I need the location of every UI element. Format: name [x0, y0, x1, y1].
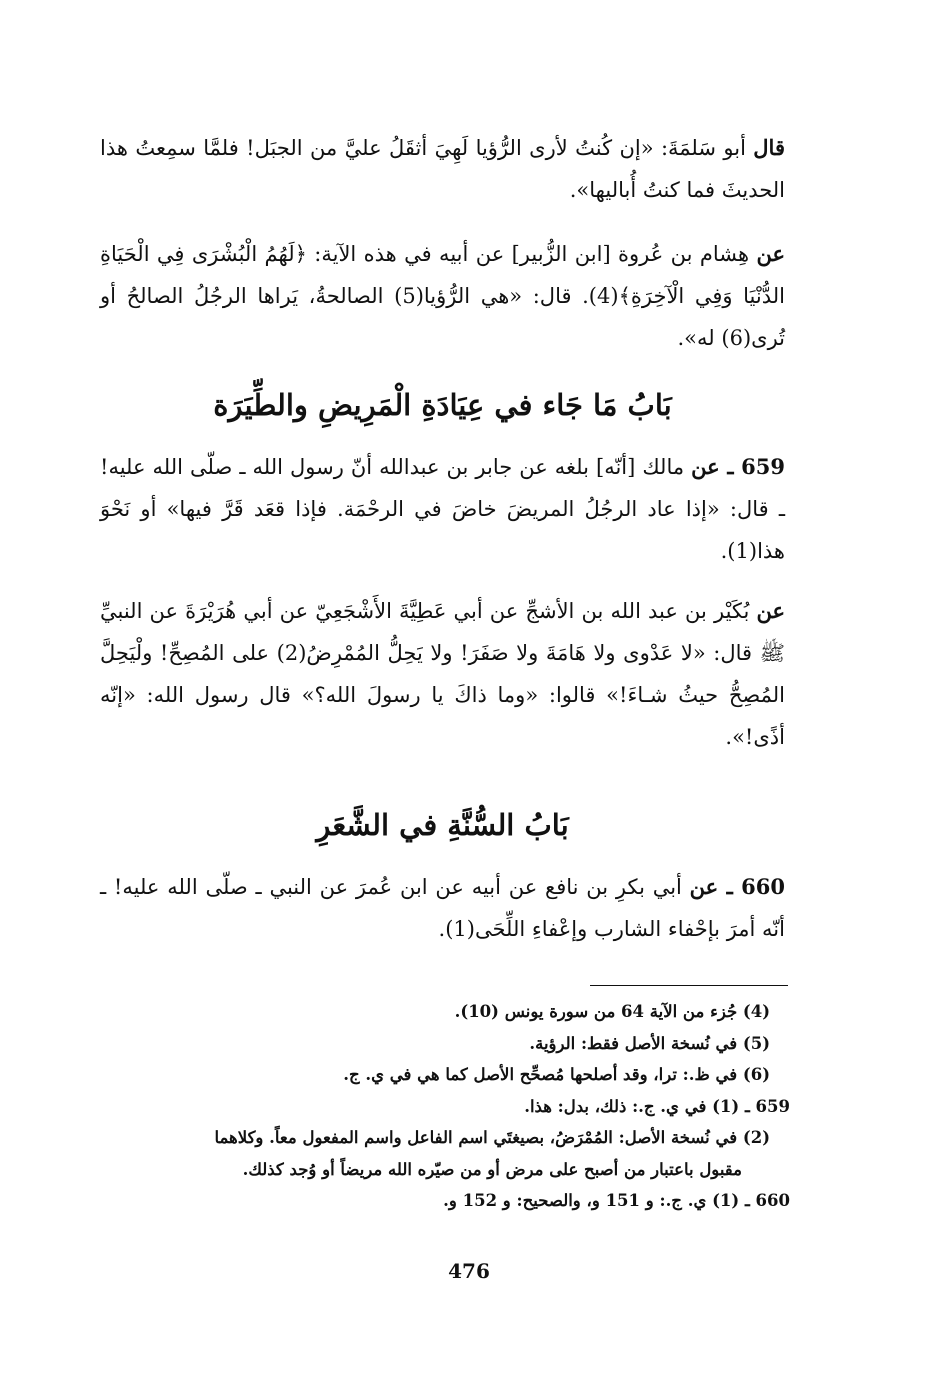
hadith-660	[100, 866, 785, 950]
paragraph-lead-word: قال	[753, 135, 785, 160]
footnote-5: (5) في نُسخة الأصل فقط: الرؤية.	[529, 1033, 770, 1053]
chapter-heading-hair-sunnah: بَابُ السُّنَّةِ في الشَّعَرِ	[316, 808, 569, 842]
hadith-number-lead: 659 ـ عن	[691, 454, 785, 479]
footnote-659-1: 659 ـ (1) في ي. ج.: ذلك، بدل: هذا.	[524, 1096, 790, 1116]
footnote-6: (6) في ظ.: ترا، وقد أصلحها مُصحِّح الأصل كما هي في ي. ج.	[343, 1065, 770, 1084]
chapter-heading-visiting-sick: بَابُ مَا جَاء في عِيَادَةِ الْمَرِيضِ والطِّيَرَة	[213, 388, 672, 422]
paragraph-bukayr	[100, 590, 785, 758]
footnote-659-2-continued: مقبول باعتبار من أصبح على مرض أو من صيّره الله مريضاً أو وُجد كذلك.	[242, 1159, 742, 1179]
paragraph-text: مالك [أنّه] بلغه عن جابر بن عبدالله أنّ رسول الله ـ صلّى الله عليه! ـ قال: «إذا عاد الرجُلُ المريضَ خاضَ في الرحْمَة. فإذا قعَد قَرَّ فيها» أو نَحْوَ هذا(1).	[100, 455, 785, 563]
footnotes	[100, 996, 790, 1217]
paragraph-hisham-ibn-urwa	[100, 233, 785, 359]
footnote-660-1: 660 ـ (1) ي. ج.: و 151 و، والصحيح: و 152 و.	[443, 1191, 790, 1210]
hadith-659	[100, 446, 785, 572]
paragraph-lead-word: عن	[756, 598, 785, 623]
paragraph-text: هِشام بن عُروة [ابن الزُّبير] عن أبيه في هذه الآية: ﴿لَهُمُ الْبُشْرَى فِي الْحَيَاةِ الدُّنْيَا وَفِي الْآخِرَةِ﴾(4). قال: «هي الرُّؤيا(5) الصالحةُ، يَراها الرجُلُ الصالحُ أو تُرى(6) له».	[100, 242, 785, 350]
paragraph-abu-salama	[100, 127, 785, 211]
footnote-659-2: (2) في نُسخة الأصل: المُمْرَضُ، بصيغتَي اسم الفاعل واسم المفعول معاً. وكلاهما	[214, 1128, 770, 1147]
paragraph-text: أبو سَلمَةَ: «إن كُنتُ لأرى الرُّؤيا لَهِيَ أثقَلُ عليَّ من الجبَل! فلمَّا سمِعتُ هذا الحديثَ فما كنتُ أُباليها».	[100, 136, 785, 202]
paragraph-text: بُكَيْر بن عبد الله بن الأشجِّ عن أبي عَطِيَّةَ الأَشْجَعِيّ عن أبي هُرَيْرَةَ عن النبيِّ ﷺ قال: «لا عَدْوى ولا هَامَةَ ولا صَفَرَ! ولا يَحِلُّ المُمْرِضُ(2) على المُصِحِّ! ولْيَحِلَّ المُصِحُّ حيثُ شـاءَ!» قالوا: «وما ذاكَ يا رسولَ الله؟» قال رسول الله: «إنّه أذًى!».	[100, 599, 785, 749]
hadith-number-lead: 660 ـ عن	[689, 874, 785, 899]
footnote-4: (4) جُزء من الآية 64 من سورة يونس (10).	[454, 1002, 770, 1021]
paragraph-text: أبي بكرِ بن نافع عن أبيه عن ابن عُمرَ عن النبي ـ صلّى الله عليه! ـ أنّه أمرَ بإحْفاء الشارب وإعْفاءِ اللِّحَى(1).	[100, 875, 785, 941]
paragraph-lead-word: عن	[756, 241, 785, 266]
footnote-separator	[590, 985, 788, 986]
page-number: 476	[448, 1259, 490, 1283]
